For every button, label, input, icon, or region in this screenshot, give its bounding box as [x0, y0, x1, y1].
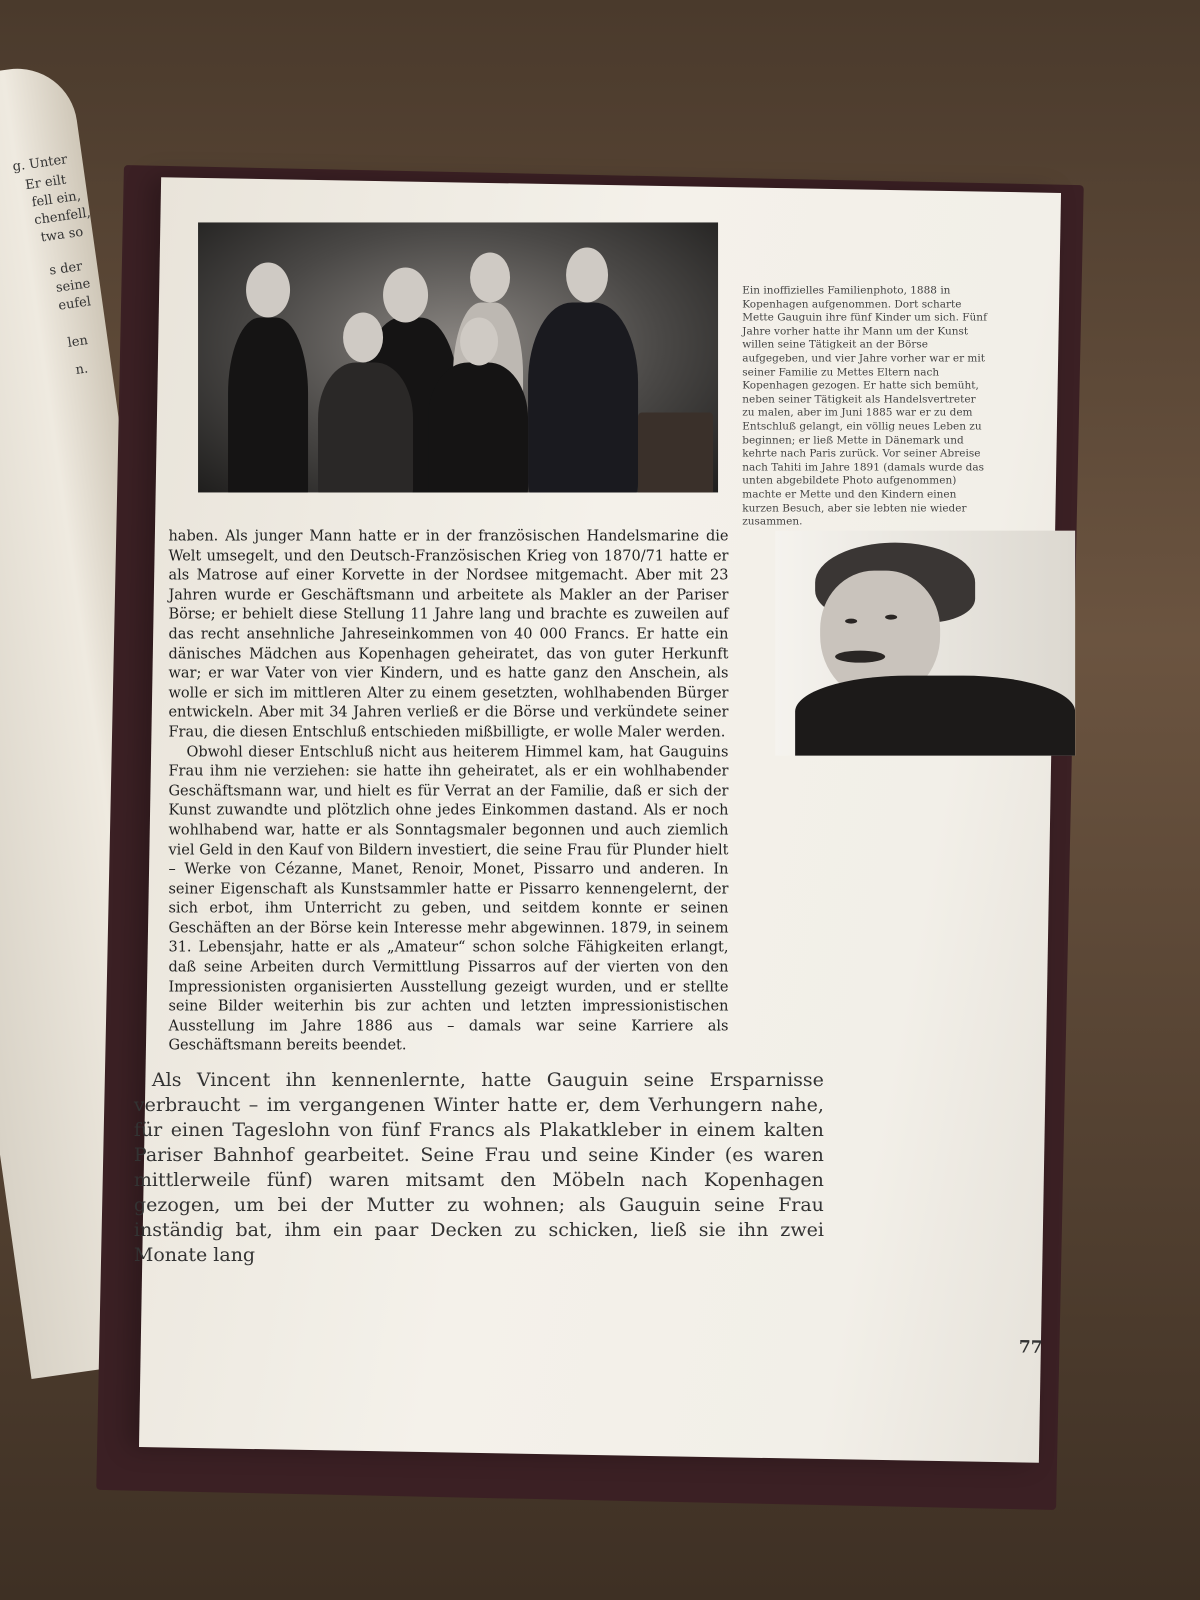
photo-caption: Ein inoffizielles Familienphoto, 1888 in Kopenhagen aufgenommen. Dort scharte Mette Gauguin ihre fünf Kinder um sich. Fünf Jahre vorher hatte ihr Mann um der Kunst willen seine Tätigkeit an der Börse aufgegeben, und vier Jahre vorher war er mit seiner Familie zu Mettes Eltern nach Kopenhagen gezogen. Er hatte sich bemüht, neben seiner Tätigkeit als Handelsvertreter zu malen, aber im Juni 1885 war er zu dem Entschluß gelangt, ein völlig neues Leben zu beginnen; er ließ Mette in Dänemark und kehrte nach Paris zurück. Vor seiner Abreise nach Tahiti im Jahre 1891 (damals wurde das unten abgebildete Photo aufgenommen) machte er Mette und den Kindern einen kurzen Besuch, aber sie lebten nie wieder zusammen.: [742, 284, 987, 528]
left-page-fragment: seine: [54, 276, 92, 296]
paragraph: Als Vincent ihn kennenlernte, hatte Gauguin seine Ersparnisse verbraucht – im vergangenen Winter hatte er, dem Verhungern nahe, für einen Tageslohn von fünf Francs als Plakatkleber in einem kalten Pariser Bahnhof gearbeitet. Seine Frau und seine Kinder (es waren mittlerweile fünf) waren mitsamt den Möbeln nach Kopenhagen gezogen, um bei der Mutter zu wohnen; als Gauguin seine Frau inständig bat, ihm ein paar Decken zu schicken, ließ sie ihn zwei Monate lang: [133, 1068, 824, 1266]
left-page-fragment: len: [66, 333, 89, 351]
gauguin-portrait: [775, 531, 1075, 756]
book-page: [133, 177, 1061, 1463]
left-page-fragment: Er eilt: [24, 172, 68, 194]
body-text-continued: [134, 1068, 824, 1268]
paragraph: Obwohl dieser Entschluß nicht aus heiterem Himmel kam, hat Gauguins Frau ihm nie verziehen: sie hatte ihn geheiratet, als er ein wohlhabender Geschäftsmann war, und hielt es für Verrat an der Familie, daß er sich der Kunst zuwandte und plötzlich ohne jedes Einkommen dastand. Als er noch wohlhabend war, hatte er als Sonntagsmaler begonnen und auch ziemlich viel Geld in den Kauf von Bildern investiert, die seine Frau für Plunder hielt – Werke von Cézanne, Manet, Renoir, Monet, Pissarro und anderen. In seiner Eigenschaft als Kunstsammler hatte er Pissarro kennengelernt, der sich erbot, ihm Unterricht zu geben, und seitdem konnte er seinen Geschäften an der Börse kein Interesse mehr abgewinnen. 1879, in seinem 31. Lebensjahr, hatte er als „Amateur“ schon solche Fähigkeiten erlangt, daß seine Arbeiten durch Vermittlung Pissarros auf der vierten von den Impressionisten organisierten Ausstellung gezeigt wurden, und er stellte seine Bilder weiterhin bis zur achten und letzten impressionistischen Ausstellung im Jahre 1886 aus – damals war seine Karriere als Geschäftsmann bereits beendet.: [168, 743, 729, 1054]
left-page-fragment: g. Unter: [11, 152, 69, 175]
left-page-fragment: eufel: [57, 294, 92, 314]
left-page-fragment: twa so: [39, 224, 85, 246]
body-text: [168, 527, 728, 1056]
paragraph: haben. Als junger Mann hatte er in der französischen Handelsmarine die Welt umsegelt, und den Deutsch-Französischen Krieg von 1870/71 hatte er als Matrose auf einer Korvette in der Nordsee mitgemacht. Aber mit 23 Jahren wurde er Geschäftsmann und arbeitete als Makler an der Pariser Börse; er behielt diese Stellung 11 Jahre lang und brachte es zuweilen auf das recht ansehnliche Jahreseinkommen von 40 000 Francs. Er hatte ein dänisches Mädchen aus Kopenhagen geheiratet, das von guter Herkunft war; er war Vater von vier Kindern, und es hatte ganz den Anschein, als wolle er sich im mittleren Alter zu einem gesetzten, wohlhabenden Bürger entwickeln. Aber mit 34 Jahren verließ er die Börse und verkündete seiner Frau, die diesen Entschluß entschieden mißbilligte, er wolle Maler werden.: [168, 528, 729, 741]
left-page-fragment: s der: [48, 259, 84, 279]
left-page-fragment: fell ein,: [30, 188, 82, 211]
family-photo: [198, 222, 718, 492]
page-number: 77: [1018, 1337, 1043, 1358]
left-page-fragment: chenfell,: [33, 205, 92, 229]
left-page-fragment: n.: [74, 361, 90, 378]
